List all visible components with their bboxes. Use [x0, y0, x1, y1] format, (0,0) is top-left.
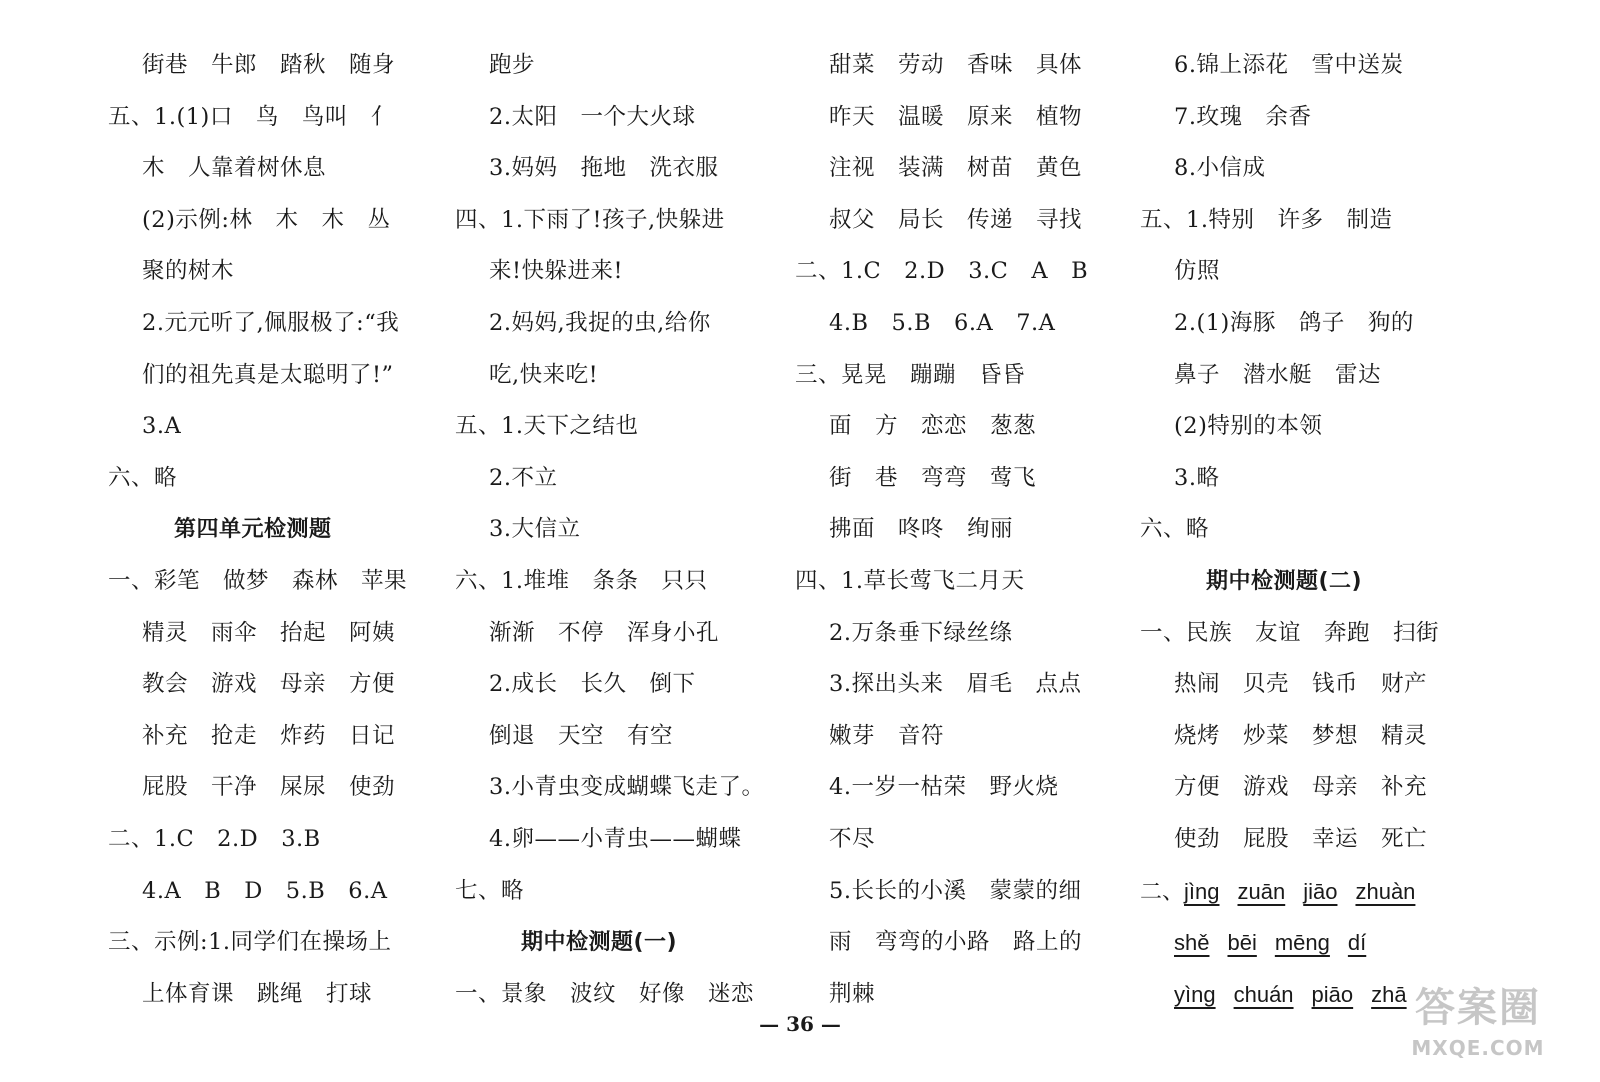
answer-line: 注视 装满 树苗 黄色 — [829, 155, 1083, 182]
pinyin-word: chuán — [1233, 981, 1294, 1007]
answer-line: 渐渐 不停 浑身小孔 — [489, 619, 720, 646]
answer-line: (2)示例:林 木 木 丛 — [142, 206, 391, 233]
answer-line: 4.一岁一枯荣 野火烧 — [829, 774, 1059, 801]
answer-line: 跑步 — [489, 52, 536, 78]
answer-line: 街 巷 弯弯 莺飞 — [829, 464, 1037, 491]
answer-line: 4.B 5.B 6.A 7.A — [829, 309, 1056, 336]
section-title: 期中检测题(一) — [521, 930, 678, 956]
answer-line: 3.妈妈 拖地 洗衣服 — [489, 155, 719, 182]
answer-line: 2.万条垂下绿丝绦 — [829, 619, 1013, 646]
answer-line: 3.大信立 — [489, 516, 581, 543]
answer-line: 上体育课 跳绳 打球 — [142, 980, 373, 1007]
pinyin-word: jiāo — [1303, 878, 1338, 904]
page-number: — 36 — — [759, 1012, 841, 1036]
answer-line: 2.不立 — [489, 464, 558, 491]
section-title: 期中检测题(二) — [1206, 568, 1363, 594]
answer-line: 吃,快来吃! — [489, 361, 599, 388]
answer-line: 2.成长 长久 倒下 — [489, 671, 696, 698]
watermark-domain: MXQE.COM — [1411, 1036, 1545, 1060]
answer-line: 鼻子 潜水艇 雷达 — [1174, 361, 1382, 388]
answer-line: 二、1.C 2.D 3.C A B — [795, 258, 1089, 285]
answer-line: 4.A B D 5.B 6.A — [142, 877, 388, 904]
answer-line: 烧烤 炒菜 梦想 精灵 — [1174, 722, 1428, 749]
watermark-logo: 答案圈 — [1415, 985, 1541, 1031]
answer-line: 面 方 恋恋 葱葱 — [829, 413, 1037, 440]
answer-line: 3.略 — [1174, 464, 1220, 491]
answer-line: 教会 游戏 母亲 方便 — [142, 671, 396, 698]
column-4-text — [1140, 40, 1490, 866]
watermark — [1378, 982, 1578, 1072]
answer-line: 街巷 牛郎 踏秋 随身 — [142, 52, 396, 78]
answer-line: 方便 游戏 母亲 补充 — [1174, 774, 1428, 801]
pinyin-word: zhā — [1371, 981, 1407, 1007]
pinyin-word: yìng — [1174, 981, 1216, 1007]
answer-line: 二、1.C 2.D 3.B — [108, 825, 321, 852]
pinyin-row — [1140, 866, 1490, 918]
answer-line: 补充 抢走 炸药 日记 — [142, 722, 396, 749]
answer-line: 木 人靠着树休息 — [142, 155, 327, 182]
answer-line: 雨 弯弯的小路 路上的 — [829, 929, 1083, 956]
answer-line: 2.太阳 一个大火球 — [489, 103, 696, 130]
answer-line: 拂面 咚咚 绚丽 — [829, 516, 1014, 543]
pinyin-word: jìng — [1184, 878, 1220, 904]
answer-line: 3.探出头来 眉毛 点点 — [829, 671, 1082, 698]
answer-line: 四、1.草长莺飞二月天 — [795, 567, 1025, 594]
answer-line: 嫩芽 音符 — [829, 722, 945, 749]
answer-line: 六、1.堆堆 条条 只只 — [455, 567, 708, 594]
answer-line: 聚的树木 — [142, 258, 235, 285]
answer-line: 甜菜 劳动 香味 具体 — [829, 52, 1083, 78]
answer-line: 2.(1)海豚 鸽子 狗的 — [1174, 309, 1414, 336]
pinyin-word: zhuàn — [1355, 878, 1416, 904]
pinyin-word: shě — [1174, 930, 1210, 956]
answer-line: (2)特别的本领 — [1174, 413, 1323, 440]
answer-line: 2.妈妈,我捉的虫,给你 — [489, 309, 711, 336]
answer-line: 五、1.(1)口 鸟 鸟叫 亻 — [108, 103, 394, 130]
answer-line: 4.卵——小青虫——蝴蝶 — [489, 825, 742, 852]
answer-line: 五、1.特别 许多 制造 — [1140, 206, 1393, 233]
answer-line: 三、示例:1.同学们在操场上 — [108, 929, 392, 956]
answer-line: 一、民族 友谊 奔跑 扫街 — [1140, 619, 1440, 646]
pinyin-word: piāo — [1311, 981, 1354, 1007]
column-1 — [108, 40, 458, 1020]
answer-line: 们的祖先真是太聪明了!” — [142, 361, 394, 388]
answer-line: 8.小信成 — [1174, 155, 1266, 182]
answer-line: 来!快躲进来! — [489, 258, 624, 285]
column-4 — [1140, 40, 1490, 1020]
answer-line: 使劲 屁股 幸运 死亡 — [1174, 825, 1428, 852]
pinyin-word: dí — [1347, 930, 1367, 956]
section-label: 二、 — [1140, 879, 1185, 905]
answer-line: 6.锦上添花 雪中送炭 — [1174, 52, 1404, 78]
pinyin-word: bēi — [1227, 930, 1257, 956]
column-2 — [455, 40, 805, 1020]
answer-line: 三、晃晃 蹦蹦 昏昏 — [795, 361, 1026, 388]
answer-line: 一、景象 波纹 好像 迷恋 — [455, 980, 755, 1007]
pinyin-word: zuān — [1237, 878, 1286, 904]
answer-line: 一、彩笔 做梦 森林 苹果 — [108, 567, 408, 594]
answer-line: 7.玫瑰 余香 — [1174, 103, 1312, 130]
answer-line: 六、略 — [1140, 516, 1210, 543]
answer-line: 荆棘 — [829, 980, 876, 1007]
answer-line: 昨天 温暖 原来 植物 — [829, 103, 1083, 130]
answer-line: 四、1.下雨了!孩子,快躲进 — [455, 206, 725, 233]
answer-line: 精灵 雨伞 抬起 阿姨 — [142, 619, 396, 646]
column-3 — [795, 40, 1145, 1020]
answer-line: 5.长长的小溪 蒙蒙的细 — [829, 877, 1082, 904]
answer-line: 3.A — [142, 413, 182, 440]
answer-line: 热闹 贝壳 钱币 财产 — [1174, 671, 1428, 698]
pinyin-row — [1140, 917, 1490, 969]
answer-line: 六、略 — [108, 464, 178, 491]
answer-line: 仿照 — [1174, 258, 1221, 285]
answer-line: 不尽 — [829, 825, 876, 852]
answer-line: 2.元元听了,佩服极了:“我 — [142, 309, 400, 336]
answer-line: 叔父 局长 传递 寻找 — [829, 206, 1083, 233]
pinyin-word: mēng — [1274, 930, 1330, 956]
answer-line: 五、1.天下之结也 — [455, 413, 639, 440]
answer-line: 七、略 — [455, 877, 525, 904]
answer-line: 倒退 天空 有空 — [489, 722, 674, 749]
section-title: 第四单元检测题 — [174, 517, 332, 543]
answer-line: 屁股 干净 屎尿 使劲 — [142, 774, 396, 801]
answer-line: 3.小青虫变成蝴蝶飞走了。 — [489, 774, 765, 801]
